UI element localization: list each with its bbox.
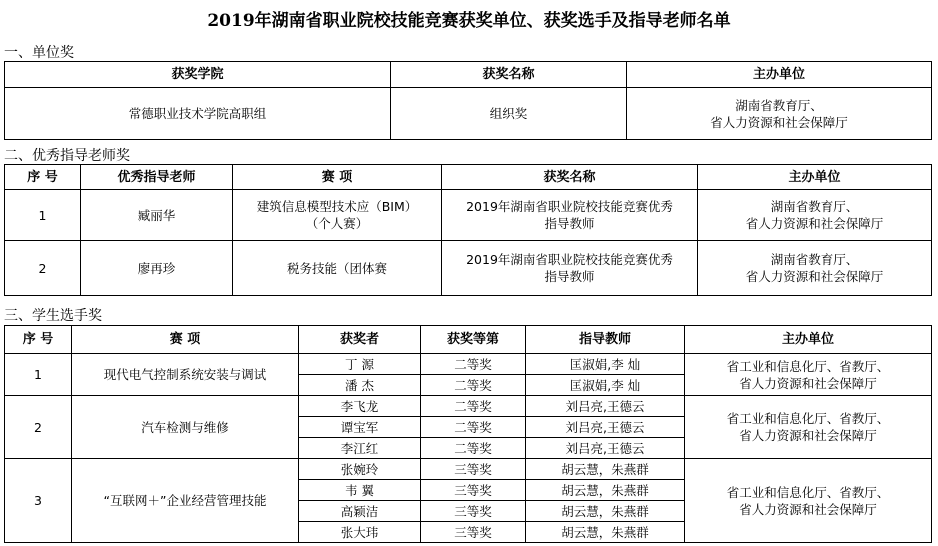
section-heading-student-award: 三、学生选手奖 [4,308,102,324]
teacher-names: 胡云慧，朱燕群 [526,459,685,480]
award-level: 二等奖 [421,375,526,396]
award-level: 三等奖 [421,480,526,501]
teacher-names: 匡淑娟,李 灿 [526,375,685,396]
page-title: 2019年湖南省职业院校技能竞赛获奖单位、获奖选手及指导老师名单 [207,11,731,31]
header-award-name: 获奖名称 [442,165,698,190]
organizer-cell [685,396,932,459]
winner-name: 韦 翼 [299,480,421,501]
organizer-line-1: 湖南省教育厅、 [735,97,823,113]
teacher-name: 臧丽华 [81,190,233,241]
row-no: 1 [5,190,81,241]
teacher-names: 胡云慧，朱燕群 [526,480,685,501]
header-no: 序 号 [5,165,81,190]
event-line-1: 建筑信息模型技术应（BIM） [256,199,418,214]
event-line-2: （个人赛） [305,216,369,231]
unit-award-table [4,61,932,140]
winner-name: 高颖洁 [299,501,421,522]
header-college: 获奖学院 [5,62,391,88]
table-row [5,459,932,480]
organizer-line-2: 省人力资源和社会保障厅 [745,216,884,231]
teacher-names: 胡云慧，朱燕群 [526,501,685,522]
header-organizer: 主办单位 [685,326,932,354]
winner-name: 张大玮 [299,522,421,543]
winner-name: 李江红 [299,438,421,459]
winner-name: 潘 杰 [299,375,421,396]
award-level: 三等奖 [421,459,526,480]
row-no: 1 [5,354,72,396]
student-award-table [4,325,932,543]
section-heading-unit-award: 一、单位奖 [4,45,74,61]
event-cell: “互联网＋”企业经营管理技能 [72,459,299,543]
award-level: 二等奖 [421,417,526,438]
winner-name: 李飞龙 [299,396,421,417]
table-row [5,396,932,417]
award-line-1: 2019年湖南省职业院校技能竞赛优秀 [466,252,673,267]
table-row [5,241,932,296]
teacher-names: 刘吕亮,王德云 [526,417,685,438]
award-cell: 组织奖 [391,88,627,140]
teacher-names: 胡云慧，朱燕群 [526,522,685,543]
organizer-cell [698,241,932,296]
teacher-award-table [4,164,932,296]
award-line-2: 指导教师 [544,269,595,284]
organizer-line-1: 省工业和信息化厅、省教厅、 [726,484,890,500]
row-no: 3 [5,459,72,543]
header-event: 赛 项 [233,165,442,190]
organizer-line-2: 省人力资源和社会保障厅 [739,428,877,443]
teacher-names: 刘吕亮,王德云 [526,438,685,459]
award-cell [442,190,698,241]
header-level: 获奖等第 [421,326,526,354]
header-organizer: 主办单位 [698,165,932,190]
event-cell [233,190,442,241]
teacher-names: 匡淑娟,李 灿 [526,354,685,375]
section-heading-teacher-award: 二、优秀指导老师奖 [4,148,130,164]
row-no: 2 [5,241,81,296]
award-level: 二等奖 [421,354,526,375]
header-winner: 获奖者 [299,326,421,354]
winner-name: 丁 源 [299,354,421,375]
event-cell: 汽车检测与维修 [72,396,299,459]
event-cell [233,241,442,296]
organizer-line-1: 湖南省教育厅、 [770,199,859,214]
teacher-names: 刘吕亮,王德云 [526,396,685,417]
header-event: 赛 项 [72,326,299,354]
event-cell: 现代电气控制系统安装与调试 [72,354,299,396]
college-cell: 常德职业技术学院高职组 [5,88,391,140]
organizer-cell [627,88,932,140]
organizer-line-2: 省人力资源和社会保障厅 [739,375,877,391]
award-level: 三等奖 [421,522,526,543]
organizer-line-1: 省工业和信息化厅、省教厅、 [726,411,890,426]
award-level: 二等奖 [421,396,526,417]
header-organizer: 主办单位 [627,62,932,88]
award-line-2: 指导教师 [544,216,595,231]
winner-name: 谭宝军 [299,417,421,438]
row-no: 2 [5,396,72,459]
organizer-line-2: 省人力资源和社会保障厅 [739,501,877,517]
event-line-1: 税务技能（团体赛 [286,260,387,276]
organizer-line-2: 省人力资源和社会保障厅 [745,269,884,284]
organizer-line-1: 湖南省教育厅、 [770,252,859,267]
winner-name: 张婉玲 [299,459,421,480]
table-row [5,190,932,241]
organizer-cell [685,354,932,396]
organizer-line-1: 省工业和信息化厅、省教厅、 [726,358,890,374]
organizer-cell [685,459,932,543]
header-no: 序 号 [5,326,72,354]
organizer-line-2: 省人力资源和社会保障厅 [710,114,848,130]
organizer-cell [698,190,932,241]
award-line-1: 2019年湖南省职业院校技能竞赛优秀 [466,199,673,214]
header-teacher: 优秀指导老师 [81,165,233,190]
teacher-name: 廖再珍 [81,241,233,296]
header-award-name: 获奖名称 [391,62,627,88]
award-level: 三等奖 [421,501,526,522]
header-teacher: 指导教师 [526,326,685,354]
award-level: 二等奖 [421,438,526,459]
award-cell [442,241,698,296]
table-row [5,354,932,375]
